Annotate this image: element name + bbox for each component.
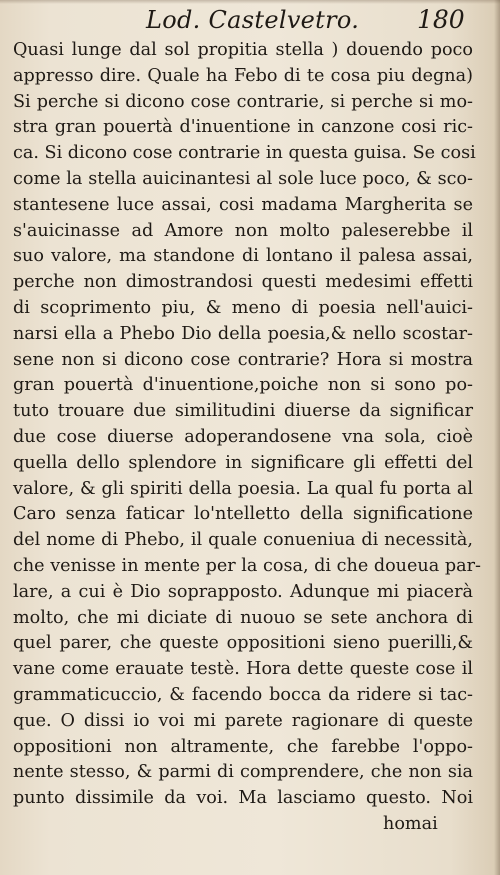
text-line: stra gran pouertà d'inuentione in canzone cosi ric- [13, 117, 473, 138]
text-line: quel parer, che queste oppositioni sieno puerilli,& [13, 633, 473, 654]
text-line: perche non dimostrandosi questi medesimi effetti [13, 272, 473, 293]
text-line: que. O dissi io voi mi parete ragionare di queste [13, 710, 473, 731]
text-line: grammaticuccio, & facendo bocca da ridere si tac- [13, 684, 473, 705]
text-line: ca. Si dicono cose contrarie in questa guisa. Se cosi [13, 143, 476, 164]
text-line: come la stella auicinantesi al sole luce poco, & sco- [13, 168, 473, 189]
text-line: di scoprimento piu, & meno di poesia nell'auici- [13, 297, 473, 318]
text-line: oppositioni non altramente, che farebbe l'oppo- [13, 736, 473, 757]
text-line: che venisse in mente per la cosa, di che doueua par- [13, 555, 481, 576]
text-line: Caro senza faticar lo'ntelletto della significatione [13, 504, 473, 525]
text-line: punto dissimile da voi. Ma lasciamo questo. Noi [13, 788, 473, 809]
body-text [13, 38, 481, 838]
text-line: narsi ella a Phebo Dio della poesia,& nello scostar- [13, 323, 473, 344]
text-line: nente stesso, & parmi di comprendere, che non sia [13, 762, 473, 783]
scan-shadow-right [494, 0, 500, 875]
text-line: lare, a cui è Dio soprapposto. Adunque mi piacerà [13, 581, 473, 602]
running-title: Lod. Castelvetro. [146, 6, 360, 34]
text-line: vane come erauate testè. Hora dette queste cose il [13, 659, 473, 680]
catchword: homai [383, 813, 438, 834]
text-line: del nome di Phebo, il quale conueniua di necessità, [13, 530, 473, 551]
page-number: 180 [417, 5, 465, 34]
running-head [0, 3, 500, 37]
text-line: due cose diuerse adoperandosene vna sola, cioè [13, 426, 473, 447]
text-line: appresso dire. Quale ha Febo di te cosa piu degna) [13, 65, 473, 86]
text-line: stantesene luce assai, cosi madama Margherita se [13, 194, 473, 215]
text-line: s'auicinasse ad Amore non molto paleserebbe il [13, 220, 473, 241]
text-line: quella dello splendore in significare gli effetti del [13, 452, 473, 473]
text-line: gran pouertà d'inuentione,poiche non si sono po- [13, 375, 473, 396]
text-line: sene non si dicono cose contrarie? Hora si mostra [13, 349, 473, 370]
text-line: tuto trouare due similitudini diuerse da significar [13, 401, 473, 422]
text-line: molto, che mi diciate di nuouo se sete anchora di [13, 607, 473, 628]
text-line: Si perche si dicono cose contrarie, si perche si mo- [13, 91, 473, 112]
text-line: valore, & gli spiriti della poesia. La qual fu porta al [13, 478, 473, 499]
text-line: Quasi lunge dal sol propitia stella ) douendo poco [13, 40, 473, 60]
text-line: suo valore, ma standone di lontano il palesa assai, [13, 246, 473, 267]
